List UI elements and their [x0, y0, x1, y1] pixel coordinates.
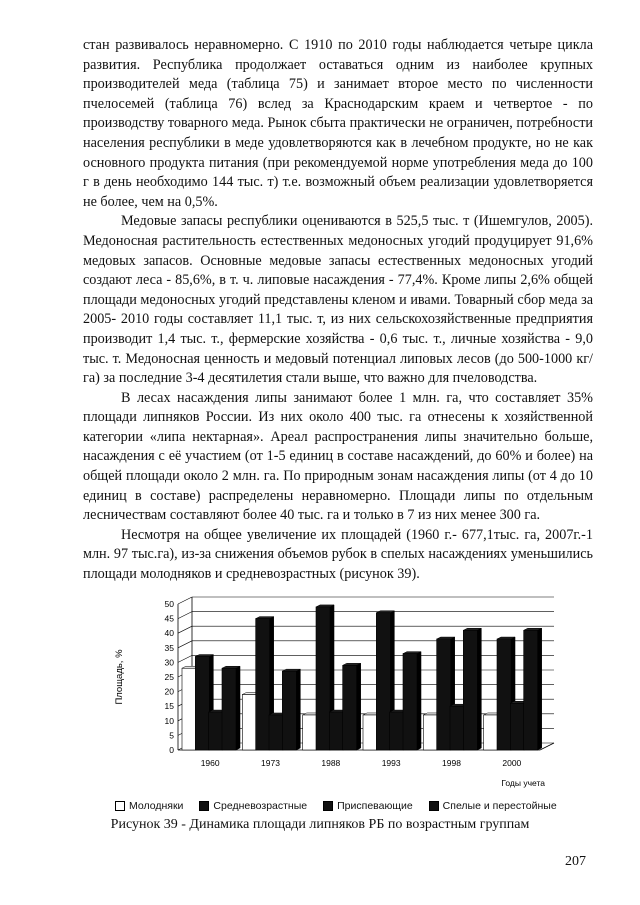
y-tick-label: 50 — [164, 599, 174, 609]
legend-label: Спелые и перестойные — [442, 800, 557, 812]
y-tick-label: 35 — [164, 642, 174, 653]
legend-swatch — [115, 801, 125, 811]
x-tick-label: 1998 — [442, 758, 461, 768]
body-text — [83, 36, 593, 585]
bar-chart — [100, 590, 570, 795]
y-tick-label: 20 — [164, 686, 174, 697]
bar-side — [296, 669, 300, 750]
x-tick-label: 1988 — [321, 758, 341, 768]
x-tick-label: 1973 — [261, 758, 280, 768]
bar — [497, 639, 511, 750]
bar — [423, 715, 437, 750]
bar — [195, 657, 209, 750]
y-axis-label: Площадь, % — [114, 649, 125, 705]
bar — [182, 668, 196, 750]
bar-side — [357, 663, 361, 750]
y-tick-label: 10 — [164, 715, 174, 726]
bar-side — [236, 666, 240, 750]
y-tick-label: 0 — [169, 745, 174, 755]
legend-label: Средневозрастные — [213, 800, 308, 812]
bar — [437, 639, 451, 750]
legend-item-middle — [199, 800, 307, 812]
legend-swatch — [323, 801, 333, 811]
bar — [282, 671, 296, 750]
legend-item-mature — [429, 800, 557, 812]
y-tick-label: 15 — [164, 701, 174, 712]
floor-edge — [540, 743, 554, 750]
legend-label: Приспевающие — [337, 800, 413, 812]
grid-diagonal — [178, 626, 192, 633]
paragraph-4: Несмотря на общее увеличение их площадей (1960 г.- 677,1тыс. га, 2007г.-1 млн. 97 тыс.га), из-за снижения объемов рубок в спелых насаждениях уменьшились площади молодняков и средневозрастных (рисунок 39). — [83, 526, 593, 583]
x-tick-label: 2000 — [502, 758, 522, 768]
bar — [450, 706, 464, 750]
bar — [256, 619, 270, 750]
legend-item-young — [115, 800, 183, 812]
bar — [524, 630, 538, 750]
bar — [343, 665, 357, 750]
bar — [376, 613, 390, 750]
bar — [316, 607, 330, 750]
y-tick-label: 45 — [164, 613, 174, 624]
x-tick-label: 1960 — [200, 758, 220, 768]
grid-diagonal — [178, 612, 192, 619]
chart-legend — [115, 800, 575, 812]
legend-item-ripening — [323, 800, 413, 812]
legend-swatch — [199, 801, 209, 811]
grid-diagonal — [178, 655, 192, 662]
chart-svg — [100, 590, 570, 795]
paragraph-1: стан развивалось неравномерно. С 1910 по 2010 годы наблюдается четыре цикла развития. Республика продолжает оставаться одним из наиболее крупных производителей меда (таблица 75) и занимает второе место по численности пчелосемей (таблица 76) вслед за Краснодарским краем и четвертое - по производству товарного меда. Рынок сбыта практически не ограничен, потребности населения республики в меде удовлетворяются как в лечебном продукте, но не как основного продукта питания (при рекомендуемой норме употребления меда до 100 г в день необходимо 144 тыс. т) т.е. возможный объем реализации удовлетворяется не более, чем на 0,5%. — [83, 37, 593, 210]
y-tick-label: 25 — [164, 672, 174, 682]
bar — [363, 715, 377, 750]
bar — [403, 654, 417, 750]
y-tick-label: 40 — [164, 628, 174, 639]
bar — [484, 715, 498, 750]
bar-side — [417, 652, 421, 750]
y-tick-label: 5 — [169, 730, 174, 741]
y-tick-label: 30 — [164, 657, 174, 668]
grid-diagonal — [178, 641, 192, 648]
x-tick-label: 1993 — [381, 758, 401, 768]
bar — [390, 712, 404, 750]
legend-swatch — [429, 801, 439, 811]
grid-diagonal — [178, 597, 192, 604]
paragraph-2: Медовые запасы республики оцениваются в 525,5 тыс. т (Ишемгулов, 2005). Медоносная растительность естественных медоносных угодий продуцирует 91,6% медовых запасов. Основные медовые запасы естественных медоносных угодий создают леса - 85,6%, в т. ч. липовые насаждения - 77,4%. Кроме липы 2,6% общей площади медоносных угодий представлены кленом и ивами. Товарный сбор меда за 2005- 2010 годы составляет 11,1 тыс. т, из них сельскохозяйственные предприятия производит 1,4 тыс. т., фермерские хозяйства - 0,6 тыс. т., личные хозяйства - 9,0 тыс. т. Медоносная ценность и медовый потенциал липовых лесов (до 500-1000 кг/га) за последние 3-4 десятилетия стали выше, что важно для пчеловодства. — [83, 213, 593, 387]
bar — [209, 712, 223, 750]
bar — [329, 712, 343, 750]
page-number: 207 — [565, 854, 586, 869]
x-axis-label: Годы учета — [501, 778, 545, 788]
bar-side — [477, 628, 481, 750]
bar — [242, 695, 256, 750]
bar — [269, 715, 283, 750]
legend-label: Молодняки — [129, 800, 184, 812]
bar-side — [538, 628, 542, 750]
bar — [510, 703, 524, 750]
bar — [303, 715, 317, 750]
bar — [222, 668, 236, 750]
bar — [463, 630, 477, 750]
figure-caption: Рисунок 39 - Динамика площади липняков РБ по возрастным группам — [110, 817, 530, 832]
paragraph-3: В лесах насаждения липы занимают более 1 млн. га, что составляет 35% площади липняков России. Из них около 400 тыс. га отнесены к хозяйственной категории «липа нектарная». Ареал распространения липы значительно больше, насаждения с её участием (от 1-5 единиц в составе насаждений, до 60% и более) на общей площади около 2 млн. га. По природным зонам насаждения липы (от 4 до 10 единиц в составе) распределены неравномерно. Площади липы по отдельным лесничествам составляют более 40 тыс. га и только в 7 из них менее 300 га. — [83, 389, 593, 524]
